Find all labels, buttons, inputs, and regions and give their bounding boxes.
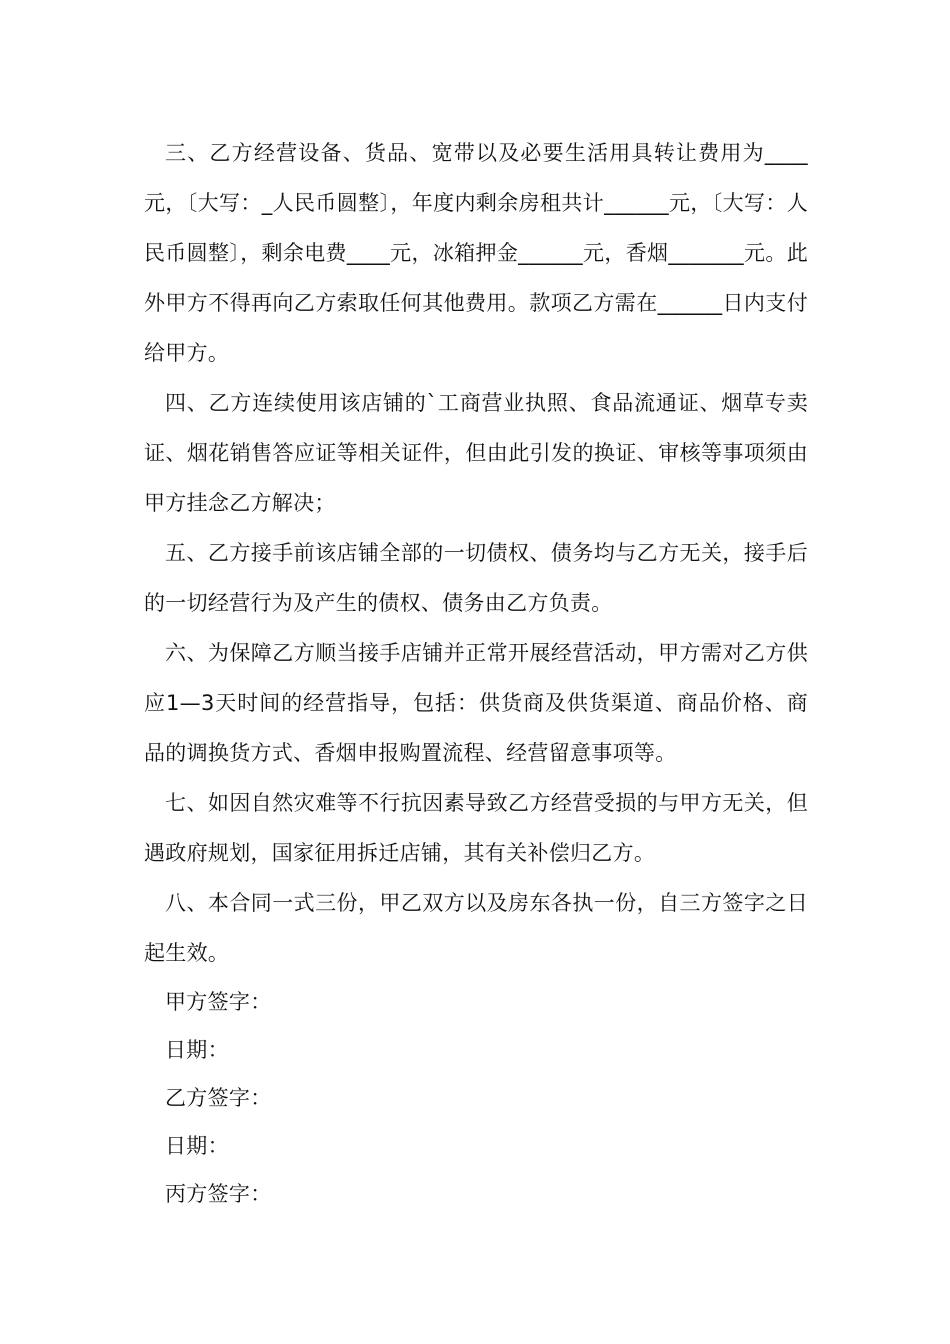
party-a-signature-label: 甲方签字：: [165, 990, 272, 1014]
clause-8: 八、本合同一式三份，甲乙双方以及房东各执一份，自三方签字之日起生效。: [144, 891, 808, 965]
party-a-date-label: 日期：: [165, 1038, 229, 1062]
clause-4: 四、乙方连续使用该店铺的`工商营业执照、食品流通证、烟草专卖证、烟花销售答应证等相关证件，但由此引发的换证、审核等事项须由甲方挂念乙方解决；: [144, 391, 808, 515]
contract-body: [144, 128, 808, 1218]
party-b-signature-label: 乙方签字：: [165, 1086, 272, 1110]
clause-6: 六、为保障乙方顺当接手店铺并正常开展经营活动，甲方需对乙方供应1—3天时间的经营指导，包括：供货商及供货渠道、商品价格、商品的调换货方式、香烟申报购置流程、经营留意事项等。: [144, 641, 808, 765]
party-b-date-label: 日期：: [165, 1134, 229, 1158]
clause-3: 三、乙方经营设备、货品、宽带以及必要生活用具转让费用为____元，〔大写：_人民币圆整〕，年度内剩余房租共计______元，〔大写：人民币圆整〕，剩余电费____元，冰箱押金______元，香烟_______元。此外甲方不得再向乙方索取任何其他费用。款项乙方需在______日内支付给甲方。: [144, 141, 808, 365]
party-c-signature-label: 丙方签字：: [165, 1182, 272, 1206]
clause-5: 五、乙方接手前该店铺全部的一切债权、债务均与乙方无关，接手后的一切经营行为及产生的债权、债务由乙方负责。: [144, 541, 808, 615]
clause-7: 七、如因自然灾难等不行抗因素导致乙方经营受损的与甲方无关，但遇政府规划，国家征用拆迁店铺，其有关补偿归乙方。: [144, 791, 808, 865]
